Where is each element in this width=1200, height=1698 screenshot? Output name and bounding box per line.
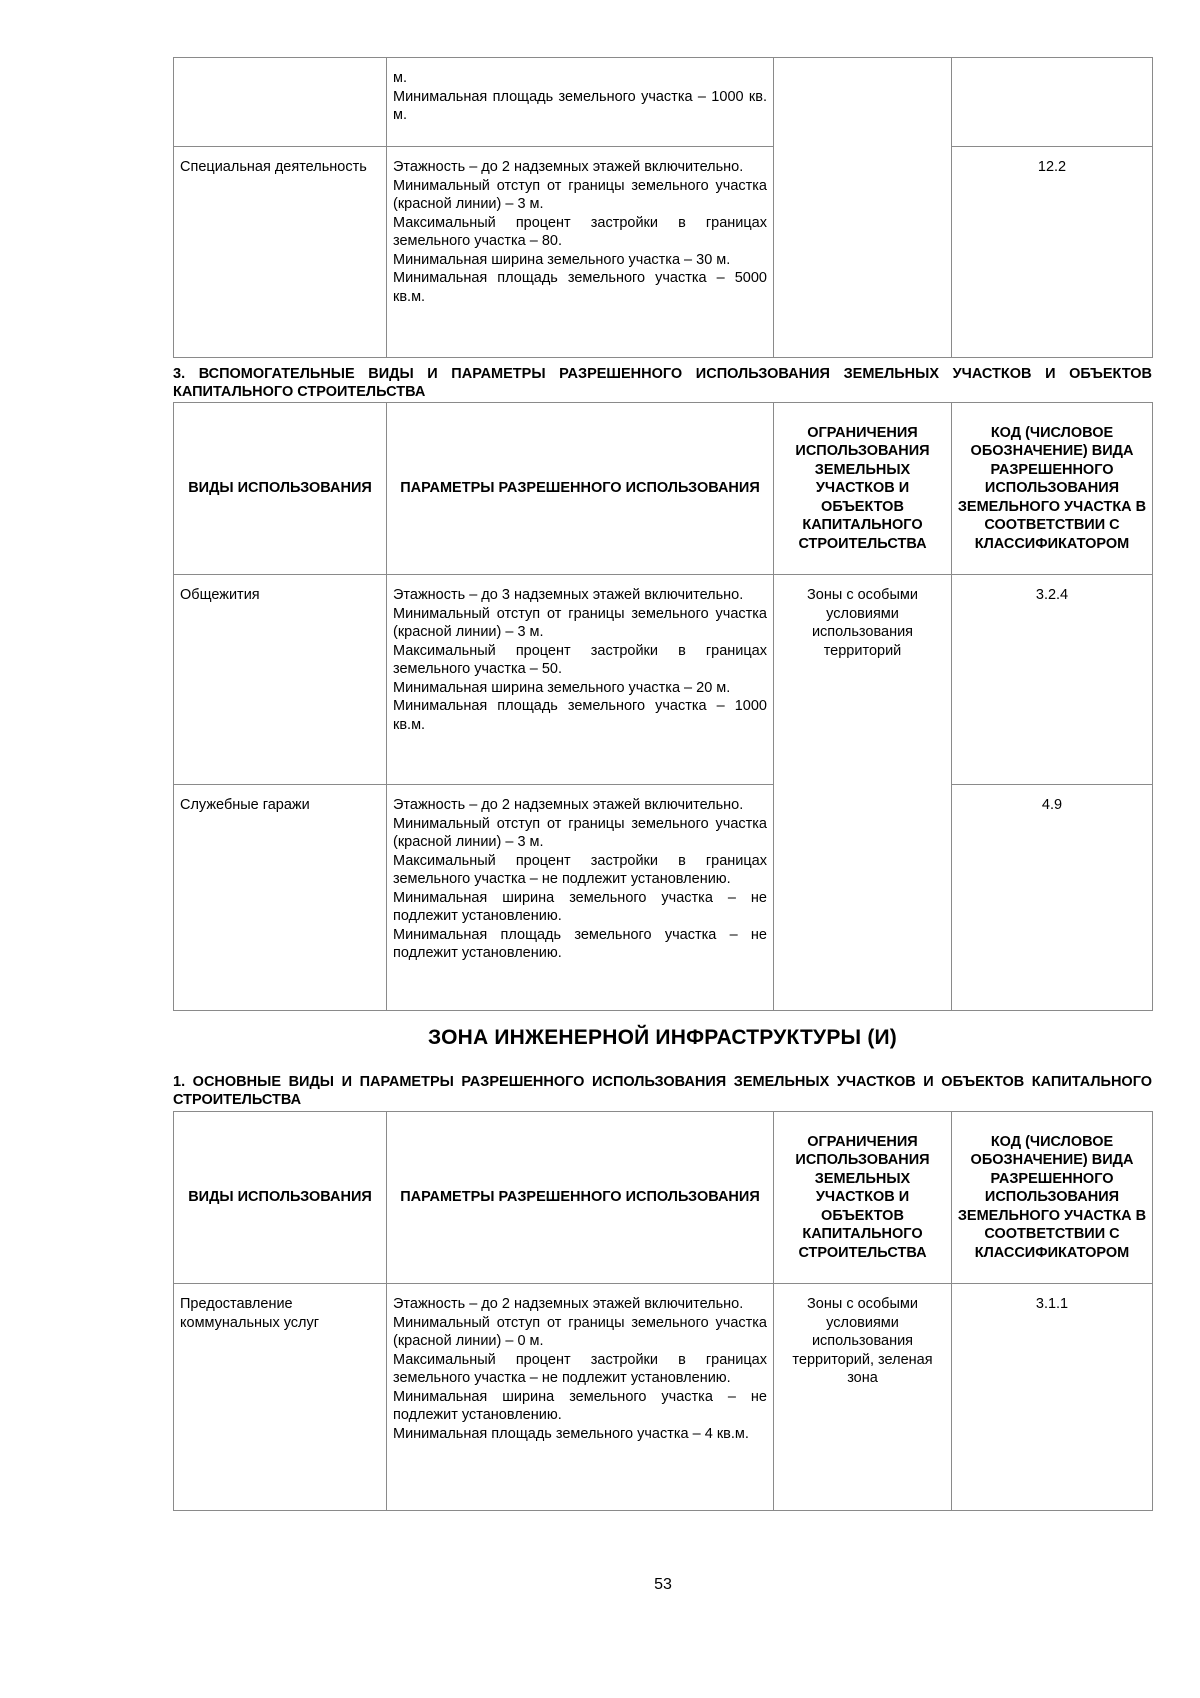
params-cell	[387, 147, 774, 358]
param-line: Минимальный отступ от границы земельного участка (красной линии) – 3 м.	[393, 605, 767, 640]
section-heading-main: 1. ОСНОВНЫЕ ВИДЫ И ПАРАМЕТРЫ РАЗРЕШЕННОГО ИСПОЛЬЗОВАНИЯ ЗЕМЕЛЬНЫХ УЧАСТКОВ И ОБЪЕКТОВ КАПИТАЛЬНОГО СТРОИТЕЛЬСТВА	[173, 1074, 1152, 1108]
zone-title: ЗОНА ИНЖЕНЕРНОЙ ИНФРАСТРУКТУРЫ (И)	[428, 1026, 897, 1049]
restrictions-cell	[774, 58, 952, 358]
main-uses-table	[173, 1111, 1153, 1511]
params-cell	[387, 575, 774, 785]
table-row	[174, 58, 1153, 147]
page-number: 53	[654, 1576, 672, 1593]
param-line: Минимальный отступ от границы земельного участка (красной линии) – 0 м.	[393, 1314, 767, 1349]
param-line: Минимальная ширина земельного участка – 30 м.	[393, 251, 731, 268]
params-cell	[387, 58, 774, 147]
code-cell	[952, 58, 1153, 147]
header-code: КОД (ЧИСЛОВОЕ ОБОЗНАЧЕНИЕ) ВИДА РАЗРЕШЕННОГО ИСПОЛЬЗОВАНИЯ ЗЕМЕЛЬНОГО УЧАСТКА В СООТВЕТСТВИИ С КЛАССИФИКАТОРОМ	[952, 403, 1153, 575]
param-line: Минимальная ширина земельного участка – не подлежит установлению.	[393, 1388, 767, 1423]
continued-zone-table	[173, 57, 1153, 358]
use-cell: Общежития	[174, 575, 387, 785]
use-cell	[174, 58, 387, 147]
param-line: Минимальная ширина земельного участка – не подлежит установлению.	[393, 889, 767, 924]
auxiliary-uses-table	[173, 402, 1153, 1011]
section-heading-auxiliary: 3. ВСПОМОГАТЕЛЬНЫЕ ВИДЫ И ПАРАМЕТРЫ РАЗРЕШЕННОГО ИСПОЛЬЗОВАНИЯ ЗЕМЕЛЬНЫХ УЧАСТКОВ И ОБЪЕКТОВ КАПИТАЛЬНОГО СТРОИТЕЛЬСТВА	[173, 366, 1152, 400]
restrictions-cell: Зоны с особыми условиями использования территорий, зеленая зона	[774, 1284, 952, 1511]
param-line: Этажность – до 3 надземных этажей включительно.	[393, 587, 744, 603]
header-use: ВИДЫ ИСПОЛЬЗОВАНИЯ	[174, 1112, 387, 1284]
param-line: Максимальный процент застройки в границах земельного участка – 50.	[393, 642, 767, 677]
params-cell	[387, 1284, 774, 1511]
param-line: Минимальная ширина земельного участка – 20 м.	[393, 679, 731, 696]
param-line: Минимальная площадь земельного участка – не подлежит установлению.	[393, 926, 767, 961]
use-cell: Предоставление коммунальных услуг	[174, 1284, 387, 1511]
param-line: Этажность – до 2 надземных этажей включительно.	[393, 797, 744, 813]
table-row	[174, 785, 1153, 1011]
param-line: Минимальный отступ от границы земельного участка (красной линии) – 3 м.	[393, 815, 767, 850]
param-line: Этажность – до 2 надземных этажей включительно.	[393, 159, 744, 175]
params-cell	[387, 785, 774, 1011]
code-cell: 12.2	[952, 147, 1153, 358]
code-cell: 3.2.4	[952, 575, 1153, 785]
param-line: Минимальная площадь земельного участка – 4 кв.м.	[393, 1425, 749, 1442]
header-restrictions: ОГРАНИЧЕНИЯ ИСПОЛЬЗОВАНИЯ ЗЕМЕЛЬНЫХ УЧАСТКОВ И ОБЪЕКТОВ КАПИТАЛЬНОГО СТРОИТЕЛЬСТВА	[774, 403, 952, 575]
code-cell: 4.9	[952, 785, 1153, 1011]
table-row	[174, 575, 1153, 785]
param-line: Максимальный процент застройки в границах земельного участка – 80.	[393, 214, 767, 249]
header-params: ПАРАМЕТРЫ РАЗРЕШЕННОГО ИСПОЛЬЗОВАНИЯ	[387, 1112, 774, 1284]
param-line: м.	[393, 70, 407, 86]
use-cell: Служебные гаражи	[174, 785, 387, 1011]
param-line: Максимальный процент застройки в границах земельного участка – не подлежит установлению.	[393, 1351, 767, 1386]
header-restrictions: ОГРАНИЧЕНИЯ ИСПОЛЬЗОВАНИЯ ЗЕМЕЛЬНЫХ УЧАСТКОВ И ОБЪЕКТОВ КАПИТАЛЬНОГО СТРОИТЕЛЬСТВА	[774, 1112, 952, 1284]
param-line: Минимальная площадь земельного участка – 1000 кв.м.	[393, 698, 767, 733]
table-header-row	[174, 403, 1153, 575]
param-line: Этажность – до 2 надземных этажей включительно.	[393, 1296, 744, 1312]
header-code: КОД (ЧИСЛОВОЕ ОБОЗНАЧЕНИЕ) ВИДА РАЗРЕШЕННОГО ИСПОЛЬЗОВАНИЯ ЗЕМЕЛЬНОГО УЧАСТКА В СООТВЕТСТВИИ С КЛАССИФИКАТОРОМ	[952, 1112, 1153, 1284]
table-header-row	[174, 1112, 1153, 1284]
code-cell: 3.1.1	[952, 1284, 1153, 1511]
param-line: Максимальный процент застройки в границах земельного участка – не подлежит установлению.	[393, 852, 767, 887]
param-line: Минимальный отступ от границы земельного участка (красной линии) – 3 м.	[393, 177, 767, 212]
use-cell: Специальная деятельность	[174, 147, 387, 358]
table-row	[174, 1284, 1153, 1511]
table-row	[174, 147, 1153, 358]
param-line: Минимальная площадь земельного участка – 5000 кв.м.	[393, 270, 767, 305]
param-line: Минимальная площадь земельного участка – 1000 кв. м.	[393, 88, 767, 123]
restrictions-cell: Зоны с особыми условиями использования территорий	[774, 575, 952, 1011]
header-params: ПАРАМЕТРЫ РАЗРЕШЕННОГО ИСПОЛЬЗОВАНИЯ	[387, 403, 774, 575]
header-use: ВИДЫ ИСПОЛЬЗОВАНИЯ	[174, 403, 387, 575]
